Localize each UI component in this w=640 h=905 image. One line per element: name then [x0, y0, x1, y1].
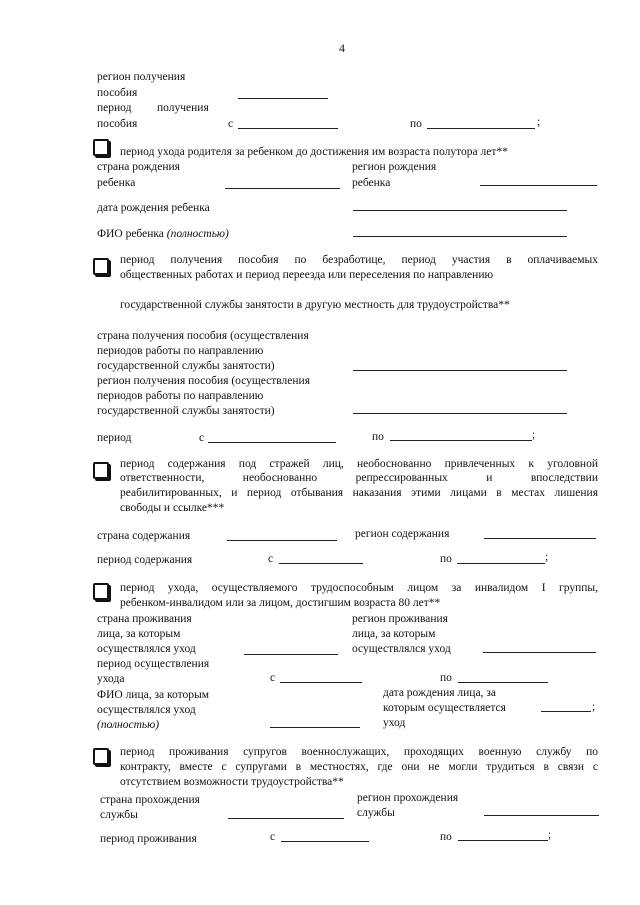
- care-to-label: по: [440, 672, 452, 684]
- care-region-line3: осуществлялся уход: [352, 643, 451, 655]
- child-birth-country-line2: ребенка: [97, 177, 136, 189]
- care-country-line2: лица, за которым: [97, 628, 181, 640]
- region-field[interactable]: [238, 98, 328, 99]
- disabled-care-para-line1: период ухода, осуществляемого трудоспособным лицом за инвалидом I группы,: [120, 582, 598, 594]
- military-spouse-para-line3: отсутствием возможности трудоустройства**: [120, 776, 344, 788]
- child-fio-note: (полностью): [166, 228, 229, 240]
- period-from-field[interactable]: [238, 128, 338, 129]
- care-country-line3: осуществлялся уход: [97, 643, 196, 655]
- unemployment-para-line1: период получения пособия по безработице, период участия в оплачиваемых: [120, 254, 598, 266]
- child-birth-country-line1: страна рождения: [97, 161, 180, 173]
- care-region-field[interactable]: [483, 652, 596, 653]
- child-dob-field[interactable]: [353, 210, 567, 211]
- military-spouse-checkbox[interactable]: [93, 748, 109, 765]
- detention-para-line3: реабилитированных, и период отбывания наказания этими лицами в местах лишения: [120, 487, 598, 499]
- cared-dob-field[interactable]: [541, 711, 591, 712]
- unemployment-para-line2: общественных работах и период переезда или переселения по направлению: [120, 269, 494, 281]
- benefit-region-line3: государственной службы занятости): [97, 405, 275, 417]
- residence-to-field[interactable]: [458, 840, 548, 841]
- cared-dob-line1: дата рождения лица, за: [383, 687, 496, 699]
- child-birth-region-field[interactable]: [480, 185, 597, 186]
- period-to-field[interactable]: [427, 128, 535, 129]
- care-from-label: с: [270, 672, 276, 684]
- detention-to-field[interactable]: [457, 563, 545, 564]
- disabled-care-para-line2: ребенком-инвалидом или за лицом, достигшим возраста 80 лет**: [120, 597, 441, 609]
- disabled-care-checkbox[interactable]: [93, 583, 109, 600]
- service-country-field[interactable]: [228, 818, 344, 819]
- residence-from-label: с: [270, 831, 276, 843]
- period-label-word1: период: [97, 102, 132, 114]
- military-spouse-para-line2: контракту, вместе с супругами в местностях, где они не могли трудиться в связи с: [120, 761, 598, 773]
- childcare-title: период ухода родителя за ребенком до достижения им возраста полутора лет**: [120, 146, 508, 158]
- detention-country-label: страна содержания: [97, 530, 191, 542]
- residence-from-field[interactable]: [281, 841, 369, 842]
- childcare-checkbox[interactable]: [93, 139, 109, 156]
- detention-to-label: по: [440, 553, 452, 565]
- detention-from-field[interactable]: [279, 563, 363, 564]
- detention-region-field[interactable]: [484, 538, 596, 539]
- benefit-country-line1: страна получения пособия (осуществления: [97, 330, 309, 342]
- child-birth-region-line2: ребенка: [352, 177, 391, 189]
- care-from-field[interactable]: [280, 682, 362, 683]
- unemployment-checkbox[interactable]: [93, 258, 109, 275]
- detention-para-line4: свободы и ссылке***: [120, 502, 225, 514]
- unemployment-from-label: с: [199, 432, 205, 444]
- child-birth-country-field[interactable]: [225, 188, 340, 189]
- benefit-region-field[interactable]: [353, 413, 567, 414]
- unemployment-to-label: по: [372, 431, 384, 443]
- cared-fio-line3: (полностью): [97, 719, 160, 731]
- care-country-line1: страна проживания: [97, 613, 192, 625]
- care-period-line1: период осуществления: [97, 658, 210, 670]
- benefit-region-line1: регион получения пособия (осуществления: [97, 375, 310, 387]
- residence-semicolon: ;: [548, 829, 552, 841]
- benefit-country-field[interactable]: [353, 370, 567, 371]
- child-fio-field[interactable]: [353, 236, 567, 237]
- cared-fio-line2: осуществлялся уход: [97, 704, 196, 716]
- unemployment-semicolon: ;: [532, 429, 536, 441]
- from-label: с: [228, 118, 234, 130]
- care-to-field[interactable]: [458, 682, 548, 683]
- benefit-country-line2: периодов работы по направлению: [97, 345, 264, 357]
- care-region-line1: регион проживания: [352, 613, 448, 625]
- service-country-line1: страна прохождения: [100, 794, 200, 806]
- child-dob-label: дата рождения ребенка: [97, 202, 210, 214]
- region-label-line1: регион получения: [97, 71, 186, 83]
- detention-semicolon: ;: [545, 551, 549, 563]
- cared-fio-line1: ФИО лица, за которым: [97, 689, 209, 701]
- semicolon: ;: [537, 116, 541, 128]
- detention-checkbox[interactable]: [93, 462, 109, 479]
- child-fio-label: ФИО ребенка (полностью): [97, 228, 229, 240]
- period-label-word2: получения: [157, 102, 209, 114]
- care-semicolon: ;: [592, 701, 596, 713]
- care-region-line2: лица, за которым: [352, 628, 436, 640]
- service-region-line2: службы: [357, 807, 395, 819]
- detention-country-field[interactable]: [227, 540, 337, 541]
- detention-region-label: регион содержания: [355, 528, 450, 540]
- care-period-line2: ухода: [97, 673, 125, 685]
- residence-period-label: период проживания: [100, 833, 197, 845]
- region-label-line2: пособия: [97, 87, 138, 99]
- cared-dob-line3: уход: [383, 717, 406, 729]
- unemployment-period-label: период: [97, 432, 132, 444]
- unemployment-to-field[interactable]: [390, 440, 532, 441]
- child-birth-region-line1: регион рождения: [352, 161, 437, 173]
- service-country-line2: службы: [100, 809, 138, 821]
- unemployment-para-line3: государственной службы занятости в другую местность для трудоустройства**: [120, 299, 510, 311]
- detention-para-line2: ответственности, необоснованно репрессированных и впоследствии: [120, 472, 598, 484]
- benefit-country-line3: государственной службы занятости): [97, 360, 275, 372]
- military-spouse-para-line1: период проживания супругов военнослужащих, проходящих военную службу по: [120, 746, 598, 758]
- unemployment-from-field[interactable]: [208, 442, 336, 443]
- benefit-region-line2: периодов работы по направлению: [97, 390, 264, 402]
- period-label-line2: пособия: [97, 118, 138, 130]
- cared-dob-line2: которым осуществляется: [383, 702, 506, 714]
- service-region-field[interactable]: [484, 815, 599, 816]
- care-country-field[interactable]: [244, 654, 338, 655]
- page-number: 4: [339, 41, 345, 55]
- service-region-line1: регион прохождения: [357, 792, 459, 804]
- detention-from-label: с: [268, 553, 274, 565]
- detention-para-line1: период содержания под стражей лиц, необоснованно привлеченных к уголовной: [120, 458, 598, 470]
- detention-period-label: период содержания: [97, 554, 193, 566]
- to-label: по: [410, 118, 422, 130]
- residence-to-label: по: [440, 831, 452, 843]
- cared-fio-field[interactable]: [270, 727, 360, 728]
